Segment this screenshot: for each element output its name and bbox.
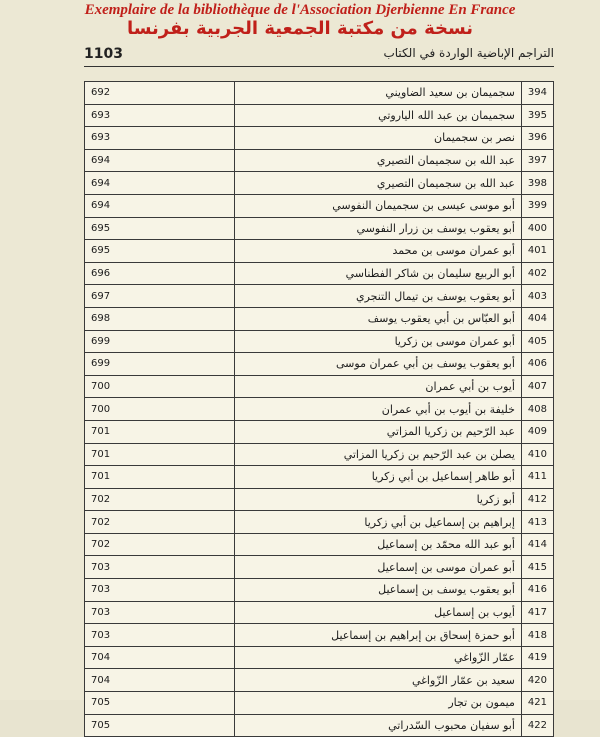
row-page-ref: 693 [85, 104, 235, 127]
table-row [85, 307, 554, 330]
row-number: 420 [521, 669, 553, 692]
row-name: أبو حمزة إسحاق بن إبراهيم بن إسماعيل [235, 624, 522, 647]
row-name: عبد الله بن سجميمان التصيري [235, 149, 522, 172]
row-page-ref: 694 [85, 172, 235, 195]
row-number: 407 [521, 375, 553, 398]
table-row [85, 669, 554, 692]
row-number: 411 [521, 466, 553, 489]
row-number: 410 [521, 443, 553, 466]
row-number: 419 [521, 646, 553, 669]
table-row [85, 194, 554, 217]
index-table [84, 81, 554, 737]
row-number: 396 [521, 127, 553, 150]
row-number: 416 [521, 579, 553, 602]
row-number: 402 [521, 262, 553, 285]
row-page-ref: 699 [85, 330, 235, 353]
row-name: أبو موسى عيسى بن سجميمان النفوسي [235, 194, 522, 217]
row-number: 397 [521, 149, 553, 172]
table-row [85, 692, 554, 715]
row-number: 414 [521, 533, 553, 556]
row-page-ref: 696 [85, 262, 235, 285]
row-number: 412 [521, 488, 553, 511]
row-page-ref: 703 [85, 556, 235, 579]
table-row [85, 285, 554, 308]
row-name: عبد الرّحيم بن زكريا المزاتي [235, 420, 522, 443]
row-number: 421 [521, 692, 553, 715]
page-header [84, 44, 554, 66]
row-name: أيوب بن إسماعيل [235, 601, 522, 624]
row-number: 418 [521, 624, 553, 647]
row-number: 413 [521, 511, 553, 534]
row-page-ref: 705 [85, 714, 235, 737]
row-name: أيوب بن أبي عمران [235, 375, 522, 398]
row-page-ref: 701 [85, 466, 235, 489]
row-name: أبو الربيع سليمان بن شاكر الفطناسي [235, 262, 522, 285]
row-number: 415 [521, 556, 553, 579]
table-row [85, 646, 554, 669]
row-name: أبو العبّاس بن أبي يعقوب يوسف [235, 307, 522, 330]
table-row [85, 330, 554, 353]
row-page-ref: 703 [85, 579, 235, 602]
table-row [85, 82, 554, 105]
row-number: 401 [521, 240, 553, 263]
row-number: 398 [521, 172, 553, 195]
table-row [85, 375, 554, 398]
running-title: التراجم الإباضية الواردة في الكتاب [383, 46, 554, 60]
row-number: 399 [521, 194, 553, 217]
table-row [85, 714, 554, 737]
table-row [85, 398, 554, 421]
row-name: أبو عبد الله محمّد بن إسماعيل [235, 533, 522, 556]
row-name: أبو سفيان محبوب السّدراتي [235, 714, 522, 737]
row-name: أبو زكريا [235, 488, 522, 511]
row-page-ref: 702 [85, 533, 235, 556]
row-page-ref: 702 [85, 511, 235, 534]
row-name: إبراهيم بن إسماعيل بن أبي زكريا [235, 511, 522, 534]
table-row [85, 104, 554, 127]
table-row [85, 240, 554, 263]
table-row [85, 262, 554, 285]
row-page-ref: 697 [85, 285, 235, 308]
table-row [85, 420, 554, 443]
table-row [85, 149, 554, 172]
table-row [85, 601, 554, 624]
row-page-ref: 694 [85, 194, 235, 217]
row-name: أبو عمران موسى بن إسماعيل [235, 556, 522, 579]
table-row [85, 466, 554, 489]
row-page-ref: 705 [85, 692, 235, 715]
row-page-ref: 702 [85, 488, 235, 511]
row-number: 403 [521, 285, 553, 308]
row-name: أبو يعقوب يوسف بن إسماعيل [235, 579, 522, 602]
row-number: 422 [521, 714, 553, 737]
table-row [85, 353, 554, 376]
table-row [85, 579, 554, 602]
row-name: أبو يعقوب يوسف بن زرار النفوسي [235, 217, 522, 240]
row-page-ref: 703 [85, 601, 235, 624]
row-name: أبو يعقوب يوسف بن تيمال التنجري [235, 285, 522, 308]
row-page-ref: 701 [85, 443, 235, 466]
row-name: عبد الله بن سجميمان التصيري [235, 172, 522, 195]
row-name: سجميمان بن سعيد الضاويني [235, 82, 522, 105]
row-page-ref: 698 [85, 307, 235, 330]
row-page-ref: 703 [85, 624, 235, 647]
table-row [85, 511, 554, 534]
row-name: يصلن بن عبد الرّحيم بن زكريا المزاتي [235, 443, 522, 466]
row-name: عمّار الزّواغي [235, 646, 522, 669]
table-row [85, 217, 554, 240]
row-page-ref: 701 [85, 420, 235, 443]
row-name: نصر بن سجميمان [235, 127, 522, 150]
header-divider [84, 66, 554, 67]
row-name: سجميمان بن عبد الله الياروتي [235, 104, 522, 127]
row-page-ref: 695 [85, 217, 235, 240]
table-row [85, 172, 554, 195]
row-name: أبو طاهر إسماعيل بن أبي زكريا [235, 466, 522, 489]
table-row [85, 533, 554, 556]
table-row [85, 443, 554, 466]
table-row [85, 624, 554, 647]
row-page-ref: 695 [85, 240, 235, 263]
row-page-ref: 699 [85, 353, 235, 376]
row-page-ref: 693 [85, 127, 235, 150]
row-page-ref: 704 [85, 669, 235, 692]
row-page-ref: 700 [85, 375, 235, 398]
table-row [85, 556, 554, 579]
row-number: 409 [521, 420, 553, 443]
row-name: ميمون بن تجار [235, 692, 522, 715]
row-page-ref: 700 [85, 398, 235, 421]
row-number: 408 [521, 398, 553, 421]
row-number: 395 [521, 104, 553, 127]
table-row [85, 488, 554, 511]
row-page-ref: 694 [85, 149, 235, 172]
row-number: 404 [521, 307, 553, 330]
row-page-ref: 704 [85, 646, 235, 669]
row-number: 406 [521, 353, 553, 376]
table-row [85, 127, 554, 150]
watermark-french: Exemplaire de la bibliothèque de l'Association Djerbienne En France [84, 2, 516, 18]
index-table-container [84, 81, 554, 737]
row-page-ref: 692 [85, 82, 235, 105]
row-name: أبو عمران موسى بن زكريا [235, 330, 522, 353]
row-name: خليفة بن أيوب بن أبي عمران [235, 398, 522, 421]
row-name: أبو يعقوب يوسف بن أبي عمران موسى [235, 353, 522, 376]
row-number: 394 [521, 82, 553, 105]
row-number: 417 [521, 601, 553, 624]
watermark-arabic: نسخة من مكتبة الجمعية الجربية بفرنسا [126, 18, 474, 39]
page-number: 1103 [84, 46, 123, 62]
row-name: سعيد بن عمّار الزّواغي [235, 669, 522, 692]
row-number: 405 [521, 330, 553, 353]
row-name: أبو عمران موسى بن محمد [235, 240, 522, 263]
row-number: 400 [521, 217, 553, 240]
